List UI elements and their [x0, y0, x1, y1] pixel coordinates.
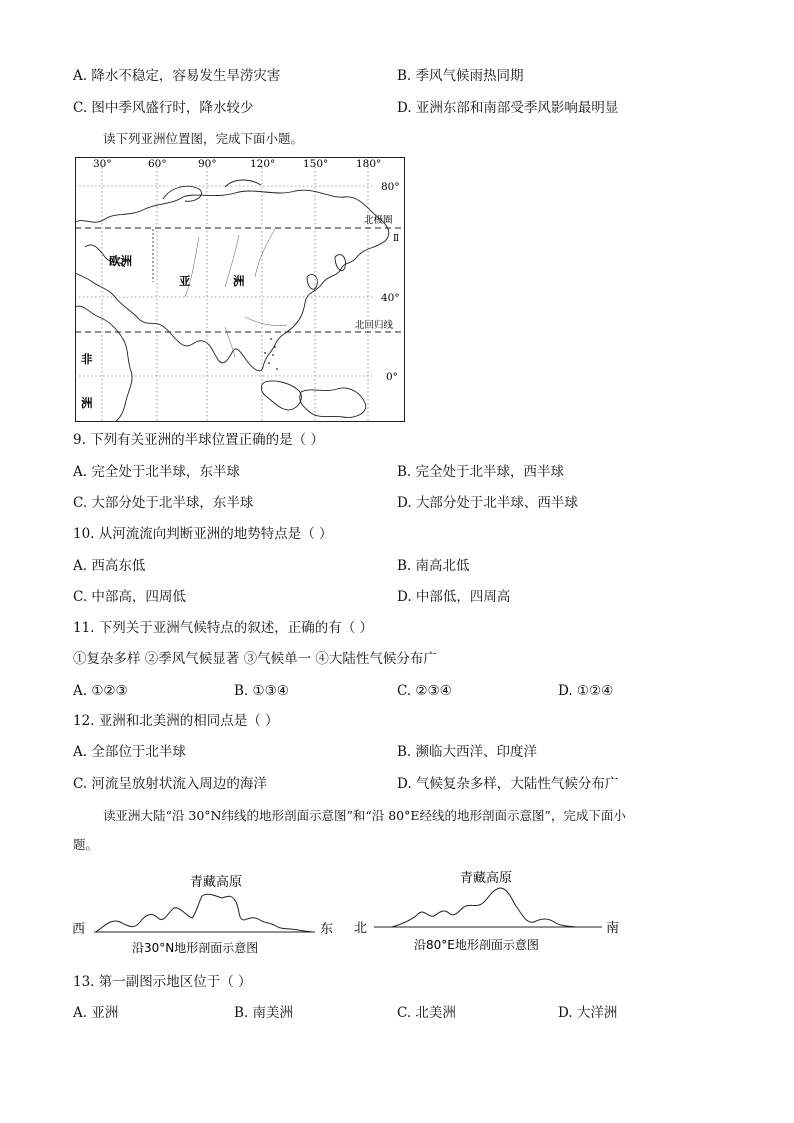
- map-marker-ii: Ⅱ: [393, 234, 400, 244]
- q10-option-d: D. 中部低，四周高: [397, 589, 511, 605]
- q11-option-c: C. ②③④: [397, 683, 452, 699]
- profile-80e: [352, 866, 627, 960]
- profile1-east-label: 东: [320, 922, 334, 937]
- map-intro: 读下列亚洲位置图，完成下面小题。: [103, 131, 304, 146]
- q9-stem: 9. 下列有关亚洲的半球位置正确的是（ ）: [73, 432, 324, 448]
- profile2-terrain: [392, 888, 576, 927]
- q13-option-d: D. 大洋洲: [558, 1005, 618, 1021]
- profile1-caption: 沿30°N地形剖面示意图: [132, 941, 259, 955]
- lat-label-80: 80°: [381, 181, 400, 193]
- q12-option-d: D. 气候复杂多样，大陆性气候分布广: [397, 776, 619, 792]
- profile1-terrain: [96, 894, 315, 932]
- region-asia-1: 亚: [179, 274, 191, 288]
- profile1-peak-label: 青藏高原: [190, 875, 243, 890]
- lon-label-180: 180°: [356, 158, 382, 170]
- lon-label-120: 120°: [250, 158, 276, 170]
- q9-option-a: A. 完全处于北半球，东半球: [73, 464, 240, 480]
- lon-label-90: 90°: [198, 158, 217, 170]
- region-europe: 欧洲: [109, 254, 132, 268]
- q10-stem: 10. 从河流流向判断亚洲的地势特点是（ ）: [73, 526, 333, 542]
- q9-option-b: B. 完全处于北半球，西半球: [397, 464, 565, 480]
- q10-option-a: A. 西高东低: [73, 558, 146, 574]
- q12-option-c: C. 河流呈放射状流入周边的海洋: [73, 776, 267, 792]
- q12-option-a: A. 全部位于北半球: [73, 744, 186, 760]
- q8-option-c: C. 图中季风盛行时，降水较少: [73, 100, 254, 116]
- q8-option-b: B. 季风气候雨热同期: [397, 68, 524, 84]
- q11-option-b: B. ①③④: [234, 683, 289, 699]
- profile1-west-label: 西: [72, 922, 86, 937]
- q11-option-a: A. ①②③: [73, 683, 128, 699]
- region-africa-2: 洲: [81, 396, 93, 410]
- asia-location-map: [75, 157, 405, 422]
- lon-label-150: 150°: [303, 158, 329, 170]
- q9-option-d: D. 大部分处于北半球、西半球: [397, 495, 578, 511]
- q10-option-b: B. 南高北低: [397, 558, 470, 574]
- tropic-of-cancer-label: 北回归线: [355, 320, 394, 331]
- profile-intro-line1: 读亚洲大陆“沿 30°N纬线的地形剖面示意图”和“沿 80°E经线的地形剖面示意图”，完成下面小: [103, 808, 626, 823]
- q9-option-c: C. 大部分处于北半球，东半球: [73, 495, 254, 511]
- profile2-south-label: 南: [606, 921, 620, 936]
- q8-option-a: A. 降水不稳定，容易发生旱涝灾害: [73, 68, 281, 84]
- q11-option-d: D. ①②④: [558, 683, 614, 699]
- region-asia-2: 洲: [233, 274, 245, 288]
- arctic-circle-label: 北极圈: [364, 215, 393, 226]
- lat-label-0: 0°: [386, 371, 398, 383]
- region-africa-1: 非: [81, 352, 93, 366]
- q11-stem: 11. 下列关于亚洲气候特点的叙述，正确的有（ ）: [73, 620, 374, 636]
- q12-stem: 12. 亚洲和北美洲的相同点是（ ）: [73, 713, 279, 729]
- lon-label-30: 30°: [93, 158, 112, 170]
- q13-option-a: A. 亚洲: [73, 1005, 119, 1021]
- q13-stem: 13. 第一副图示地区位于（ ）: [73, 974, 252, 990]
- lon-label-60: 60°: [148, 158, 167, 170]
- q10-option-c: C. 中部高，四周低: [73, 589, 186, 605]
- profile2-north-label: 北: [354, 921, 368, 936]
- profile2-peak-label: 青藏高原: [460, 871, 513, 886]
- q11-items: ①复杂多样 ②季风气候显著 ③气候单一 ④大陆性气候分布广: [73, 651, 437, 667]
- q12-option-b: B. 濒临大西洋、印度洋: [397, 744, 538, 760]
- profile-30n: [70, 868, 345, 960]
- profile2-caption: 沿80°E地形剖面示意图: [414, 938, 539, 952]
- q13-option-b: B. 南美洲: [234, 1005, 294, 1021]
- q13-option-c: C. 北美洲: [397, 1005, 456, 1021]
- lat-label-40: 40°: [381, 292, 400, 304]
- q8-option-d: D. 亚洲东部和南部受季风影响最明显: [397, 100, 619, 116]
- profile-intro-line2: 题。: [73, 837, 99, 852]
